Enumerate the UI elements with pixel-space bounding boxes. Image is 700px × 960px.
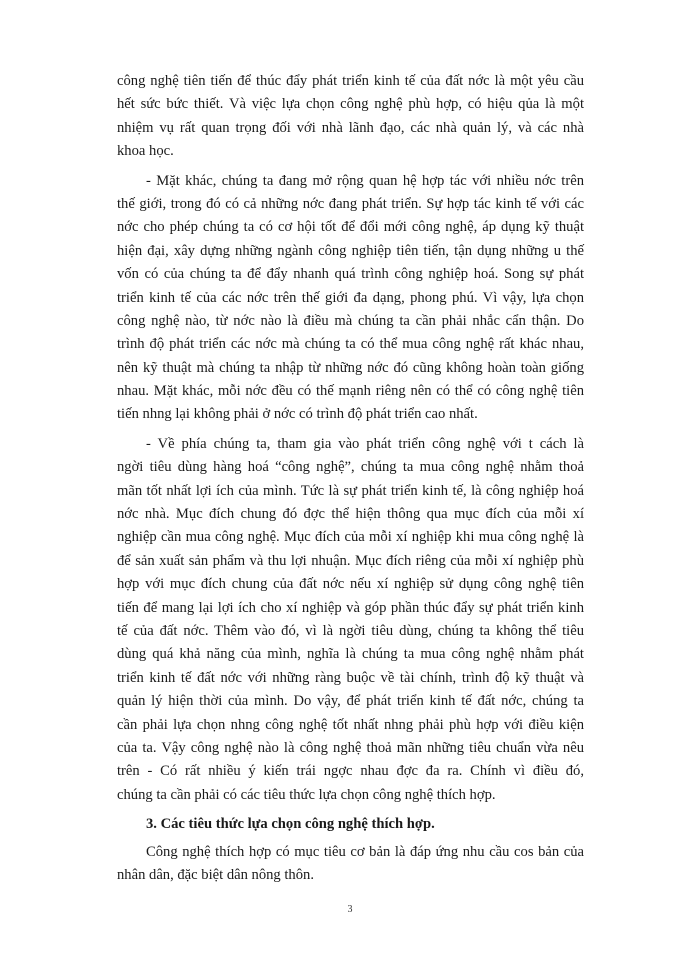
paragraph-2 — [117, 170, 584, 427]
text-line: nhiệm vụ rất quan trọng đối với nhà lãnh đạo, các nhà quản lý, và các nhà — [117, 119, 584, 136]
text-line: mãn tốt nhất lợi ích của mình. Tức là sự phát triển kinh tế, là công nghiệp hoá — [117, 482, 584, 499]
text-line: cần phải lựa chọn nhng công nghệ tốt nhất nhng phải phù hợp với điều kiện — [117, 716, 584, 733]
text-line: để sản xuất sản phẩm và thu lợi nhuận. Mục đích riêng của mỗi xí nghiệp phù — [117, 552, 584, 569]
page-number: 3 — [347, 904, 353, 915]
text-line: vốn có của chúng ta để đẩy nhanh quá trình công nghiệp hoá. Song sự phát — [117, 266, 584, 283]
text-line: trình độ phát triển các nớc mà chúng ta có thể mua công nghệ rất khác nhau, — [117, 336, 584, 353]
text-line: ngời tiêu dùng hàng hoá “công nghệ”, chúng ta mua công nghệ nhằm thoả — [117, 459, 584, 476]
text-line: công nghệ nào, từ nớc nào là điều mà chúng ta cần phải nhắc cẩn thận. Do — [117, 312, 584, 329]
text-line: tiến nhng lại không phải ở nớc có trình độ phát triển cao nhất. — [117, 406, 478, 423]
text-line: thế giới, trong đó có cả những nớc đang phát triển. Sự hợp tác kinh tế với các — [117, 195, 584, 212]
text-line: hợp với mục đích chung của đất nớc nếu xí nghiệp sử dụng công nghệ tiên — [117, 576, 584, 593]
text-line: nớc nhà. Mục đích chung đó đợc thể hiện thông qua mục đích của mỗi xí — [117, 506, 584, 523]
text-line: triển kinh tế đất nớc với những ràng buộc về tài chính, trình độ kỹ thuật và — [117, 669, 584, 686]
text-line: nớc cho phép chúng ta có cơ hội tốt để đổi mới công nghệ, áp dụng kỹ thuật — [117, 219, 584, 236]
text-line: triển kinh tế của các nớc trên thế giới đa dạng, phong phú. Vì vậy, lựa chọn — [117, 289, 584, 306]
text-line: nghiệp cần mua công nghệ. Mục đích của mỗi xí nghiệp khi mua công nghệ là — [117, 529, 584, 546]
text-line: của ta. Vậy công nghệ nào là công nghệ thoả mãn những tiêu chuẩn vừa nêu — [117, 739, 584, 756]
section-heading: 3. Các tiêu thức lựa chọn công nghệ thích hợp. — [146, 816, 435, 833]
text-line: - Về phía chúng ta, tham gia vào phát triển công nghệ với t cách là — [146, 435, 584, 452]
text-line: công nghệ tiên tiến để thúc đẩy phát triển kinh tế của đất nớc là một yêu cầu — [117, 73, 584, 89]
text-line: hết sức bức thiết. Và việc lựa chọn công nghệ phù hợp, có hiệu qủa là một — [117, 96, 584, 113]
text-line: nhau. Mặt khác, mỗi nớc đều có thế mạnh riêng nên có thể có công nghệ tiên — [117, 383, 584, 400]
text-line: dùng quá khả năng của mình, nghĩa là chúng ta mua công nghệ nhằm phát — [117, 646, 584, 663]
text-line: - Mặt khác, chúng ta đang mở rộng quan hệ hợp tác với nhiều nớc trên — [146, 172, 584, 189]
text-line: tế của đất nớc. Thêm vào đó, vì là ngời tiêu dùng, chúng ta không thể tiêu — [117, 622, 584, 639]
paragraph-3 — [117, 433, 584, 807]
text-line: quản lý hiện thời của mình. Do vậy, để phát triển kinh tế đất nớc, chúng ta — [117, 693, 584, 710]
text-line: Công nghệ thích hợp có mục tiêu cơ bản là đáp ứng nhu cầu cos bản của — [146, 843, 584, 860]
text-line: chúng ta cần phải có các tiêu thức lựa chọn công nghệ thích hợp. — [117, 786, 496, 803]
text-line: trên - Có rất nhiều ý kiến trái ngợc nhau đợc đa ra. Chính vì điều đó, — [117, 763, 584, 780]
body-text — [117, 70, 584, 887]
text-line: tiến để mang lại lợi ích cho xí nghiệp và góp phần thúc đẩy sự phát triển kinh — [117, 599, 584, 616]
text-line: khoa học. — [117, 143, 174, 160]
paragraph-1 — [117, 70, 584, 164]
text-line: nên kỹ thuật mà chúng ta nhập từ những nớc đó cũng không hoàn toàn giống — [117, 359, 584, 376]
paragraph-4 — [117, 841, 584, 888]
text-line: hiện đại, xây dựng những ngành công nghiệp tiên tiến, tận dụng những u thế — [117, 242, 584, 259]
text-line: nhân dân, đặc biệt dân nông thôn. — [117, 866, 314, 883]
